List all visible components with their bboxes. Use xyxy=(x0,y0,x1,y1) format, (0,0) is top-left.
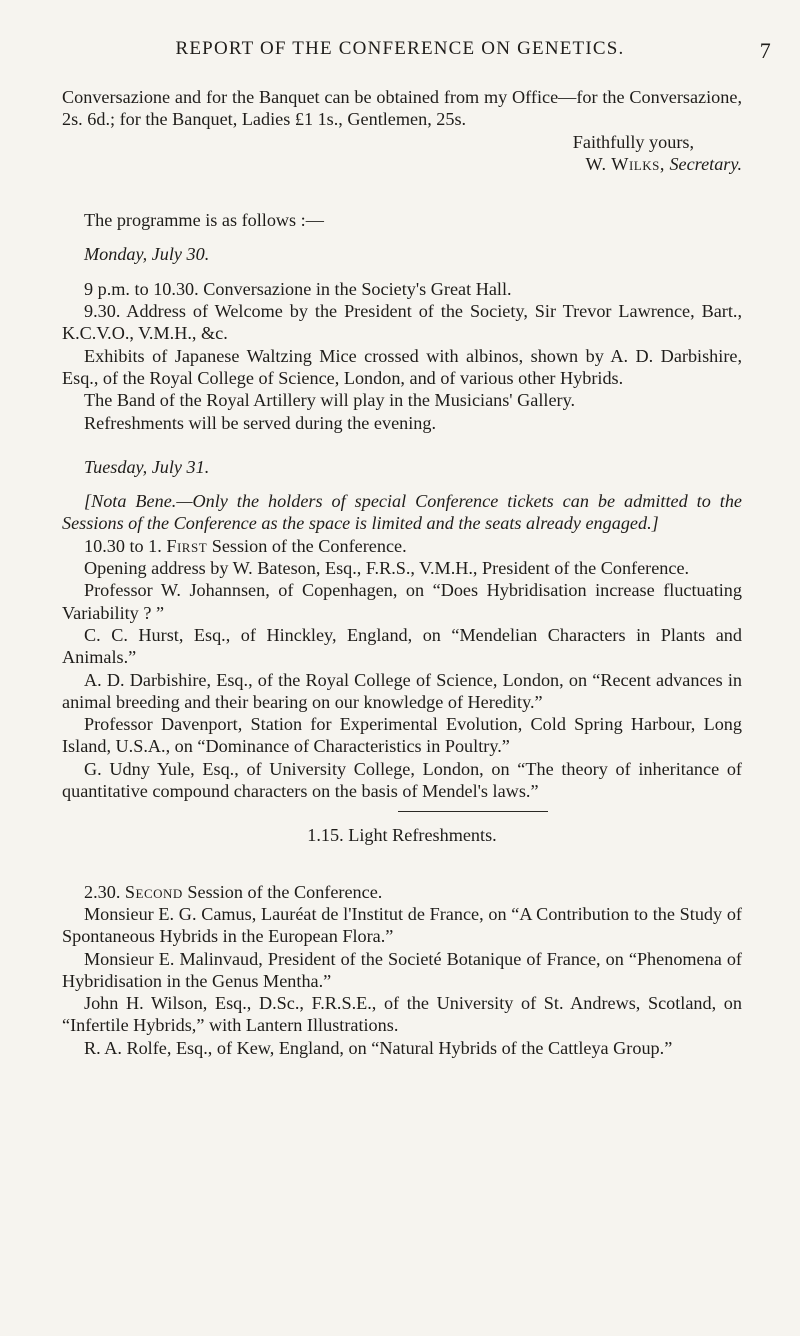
nota-bene: [Nota Bene.—Only the holders of special Conference tickets can be admitted to the Sessions of the Conference as the space is limited and the seats already engaged.] xyxy=(62,491,742,534)
session-item: Monsieur E. G. Camus, Lauréat de l'Institut de France, on “A Contribution to the Study of Spontaneous Hybrids in the European Flora.” xyxy=(62,903,742,947)
session-item: R. A. Rolfe, Esq., of Kew, England, on “Natural Hybrids of the Cattleya Group.” xyxy=(84,1037,673,1058)
light-refreshments: 1.15. Light Refreshments. xyxy=(307,825,497,846)
session-item: C. C. Hurst, Esq., of Hinckley, England, on “Mendelian Characters in Plants and Animals.” xyxy=(62,624,742,668)
running-header xyxy=(0,38,800,63)
monday-date: Monday, July 30. xyxy=(84,244,210,265)
first-session: 10.30 to 1. First Session of the Conference. xyxy=(84,535,407,556)
session-item: Professor W. Johannsen, of Copenhagen, on “Does Hybridisation increase fluctuating Variability ? ” xyxy=(62,580,742,623)
monday-item: 9.30. Address of Welcome by the President of the Society, Sir Trevor Lawrence, Bart., K.C.V.O., V.M.H., &c. xyxy=(62,301,742,344)
session-item: A. D. Darbishire, Esq., of the Royal College of Science, London, on “Recent advances in animal breeding and their bearing on our knowledge of Heredity.” xyxy=(62,669,742,712)
signature xyxy=(62,153,742,175)
monday-item: The Band of the Royal Artillery will play in the Musicians' Gallery. xyxy=(84,390,576,411)
programme-intro: The programme is as follows :— xyxy=(84,210,324,231)
document-body xyxy=(62,86,742,1059)
closing: Faithfully yours, xyxy=(572,131,694,152)
header-title: REPORT OF THE CONFERENCE ON GENETICS. xyxy=(175,38,625,59)
monday-item: Exhibits of Japanese Waltzing Mice crossed with albinos, shown by A. D. Darbishire, Esq., of the Royal College of Science, London, and of various other Hybrids. xyxy=(62,345,742,388)
session-item: John H. Wilson, Esq., D.Sc., F.R.S.E., of the University of St. Andrews, Scotland, on “Infertile Hybrids,” with Lantern Illustrations. xyxy=(62,993,742,1036)
signature-title: Secretary. xyxy=(669,153,742,174)
intro-paragraph: Conversazione and for the Banquet can be obtained from my Office—for the Conversazione, 2s. 6d.; for the Banquet, Ladies £1 1s., Gentlemen, 25s. xyxy=(62,87,742,130)
page-number: 7 xyxy=(759,38,772,63)
monday-item: 9 p.m. to 10.30. Conversazione in the Society's Great Hall. xyxy=(84,278,512,299)
session-item: G. Udny Yule, Esq., of University College, London, on “The theory of inheritance of quantitative compound characters on the basis of Mendel's laws.” xyxy=(62,758,742,802)
tuesday-date: Tuesday, July 31. xyxy=(84,456,210,477)
session-item: Opening address by W. Bateson, Esq., F.R.S., V.M.H., President of the Conference. xyxy=(84,558,690,579)
session-item: Professor Davenport, Station for Experimental Evolution, Cold Spring Harbour, Long Island, U.S.A., on “Dominance of Characteristics in Poultry.” xyxy=(62,714,742,757)
session-item: Monsieur E. Malinvaud, President of the Societé Botanique of France, on “Phenomena of Hybridisation in the Genus Mentha.” xyxy=(62,948,742,991)
monday-item: Refreshments will be served during the evening. xyxy=(84,412,437,433)
second-session: 2.30. Second Session of the Conference. xyxy=(84,881,383,902)
signature-name: W. Wilks, xyxy=(585,153,665,174)
